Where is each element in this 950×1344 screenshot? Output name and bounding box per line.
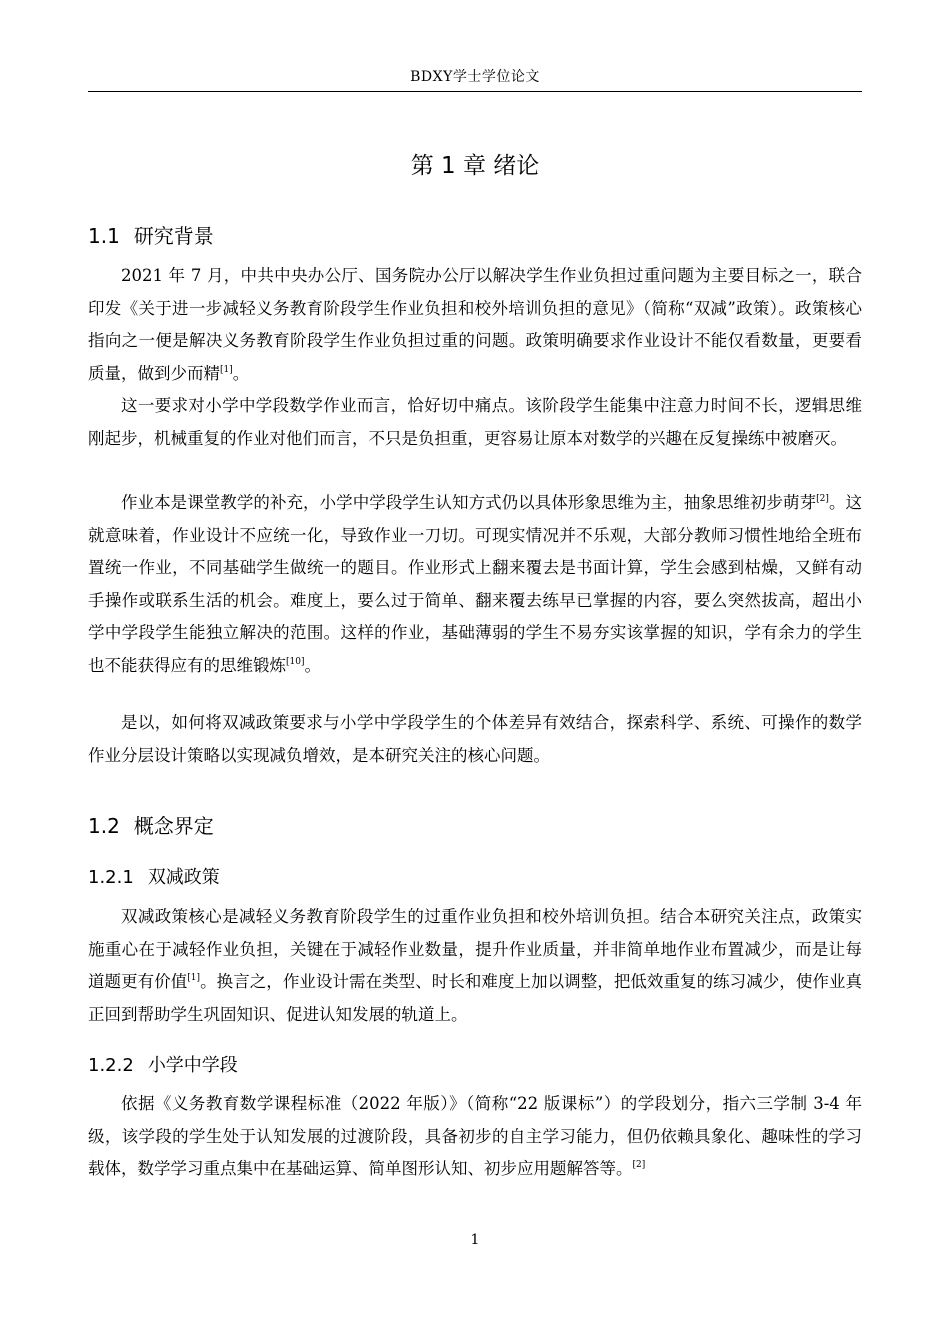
- subsection-number: 1.2.1: [88, 867, 134, 888]
- section-title: 概念界定: [133, 814, 214, 838]
- subsection-title: 双减政策: [147, 867, 220, 888]
- paragraph-text: 是以，如何将双减政策要求与小学中学段学生的个体差异有效结合，探索科学、系统、可操作的数学作业分层设计策略以实现减负增效，是本研究关注的核心问题。: [88, 713, 862, 765]
- paragraph: [88, 487, 862, 682]
- citation: [1]: [187, 973, 201, 983]
- chapter-title: 第 1 章 绪论: [410, 153, 540, 179]
- citation: [10]: [286, 656, 305, 667]
- paragraph-tail: 。这就意味着，作业设计不应统一化，导致作业一刀切。可现实情况并不乐观，大部分教师习惯性地给全班布置统一作业，不同基础学生做统一的题目。作业形式上翻来覆去是书面计算，学生会感到枯燥，又鲜有动手操作或联系生活的机会。难度上，要么过于简单、翻来覆去练早已掌握的内容，要么突然拔高，超出小学中学段学生能独立解决的范围。这样的作业，基础薄弱的学生不易夯实该掌握的知识，学有余力的学生也不能获得应有的思维锻炼: [88, 493, 863, 675]
- paragraph: [88, 707, 862, 772]
- paragraph-text: 2021 年 7 月，中共中央办公厅、国务院办公厅以解决学生作业负担过重问题为主要目标之一，联合印发《关于进一步减轻义务教育阶段学生作业负担和校外培训负担的意见》（简称“双减”政策）。政策核心指向之一便是解决义务教育阶段学生作业负担过重的问题。政策明确要求作业设计不能仅看数量，更要看质量，做到少而精: [88, 266, 862, 383]
- subsection-heading-1-2-1: [88, 863, 220, 889]
- subsection-title: 小学中学段: [147, 1055, 238, 1076]
- subsection-number: 1.2.2: [88, 1055, 134, 1076]
- paragraph-text: 依据《义务教育数学课程标准（2022 年版）》（简称“22 版课标”）的学段划分，指六三学制 3-4 年级，该学段的学生处于认知发展的过渡阶段，具备初步的自主学习能力，但仍依赖具象化、趣味性的学习载体，数学学习重点集中在基础运算、简单图形认知、初步应用题解答等。: [88, 1094, 862, 1178]
- page-number: 1: [470, 1232, 480, 1248]
- paragraph-text: 作业本是课堂教学的补充，小学中学段学生认知方式仍以具体形象思维为主，抽象思维初步萌芽: [121, 493, 817, 512]
- citation: [1]: [220, 364, 233, 375]
- running-header: BDXY学士学位论文: [410, 69, 540, 85]
- paragraph-tail: 。换言之，作业设计需在类型、时长和难度上加以调整，把低效重复的练习减少，使作业真正回到帮助学生巩固知识、促进认知发展的轨道上。: [88, 972, 863, 1024]
- section-number: 1.2: [88, 814, 120, 838]
- paragraph: [88, 260, 862, 390]
- header-rule: [88, 91, 862, 92]
- paragraph: [88, 901, 862, 1031]
- section-number: 1.1: [88, 224, 120, 248]
- paragraph-tail: 。: [232, 363, 250, 383]
- paragraph: [88, 390, 862, 455]
- paragraph: [88, 1088, 862, 1186]
- paragraph-text: 这一要求对小学中学段数学作业而言，恰好切中痛点。该阶段学生能集中注意力时间不长，逻辑思维刚起步，机械重复的作业对他们而言，不只是负担重，更容易让原本对数学的兴趣在反复操练中被磨灭。: [88, 396, 862, 448]
- section-title: 研究背景: [133, 224, 214, 248]
- section-heading-1-2: [88, 810, 214, 839]
- paragraph-tail: 。: [304, 655, 321, 675]
- section-heading-1-1: [88, 220, 214, 249]
- subsection-heading-1-2-2: [88, 1051, 238, 1077]
- citation: [2]: [632, 1160, 646, 1170]
- citation: [2]: [816, 494, 829, 504]
- paragraph-text: 双减政策核心是减轻义务教育阶段学生的过重作业负担和校外培训负担。结合本研究关注点，政策实施重心在于减轻作业负担，关键在于减轻作业数量，提升作业质量，并非简单地作业布置减少，而是让每道题更有价值: [88, 907, 862, 991]
